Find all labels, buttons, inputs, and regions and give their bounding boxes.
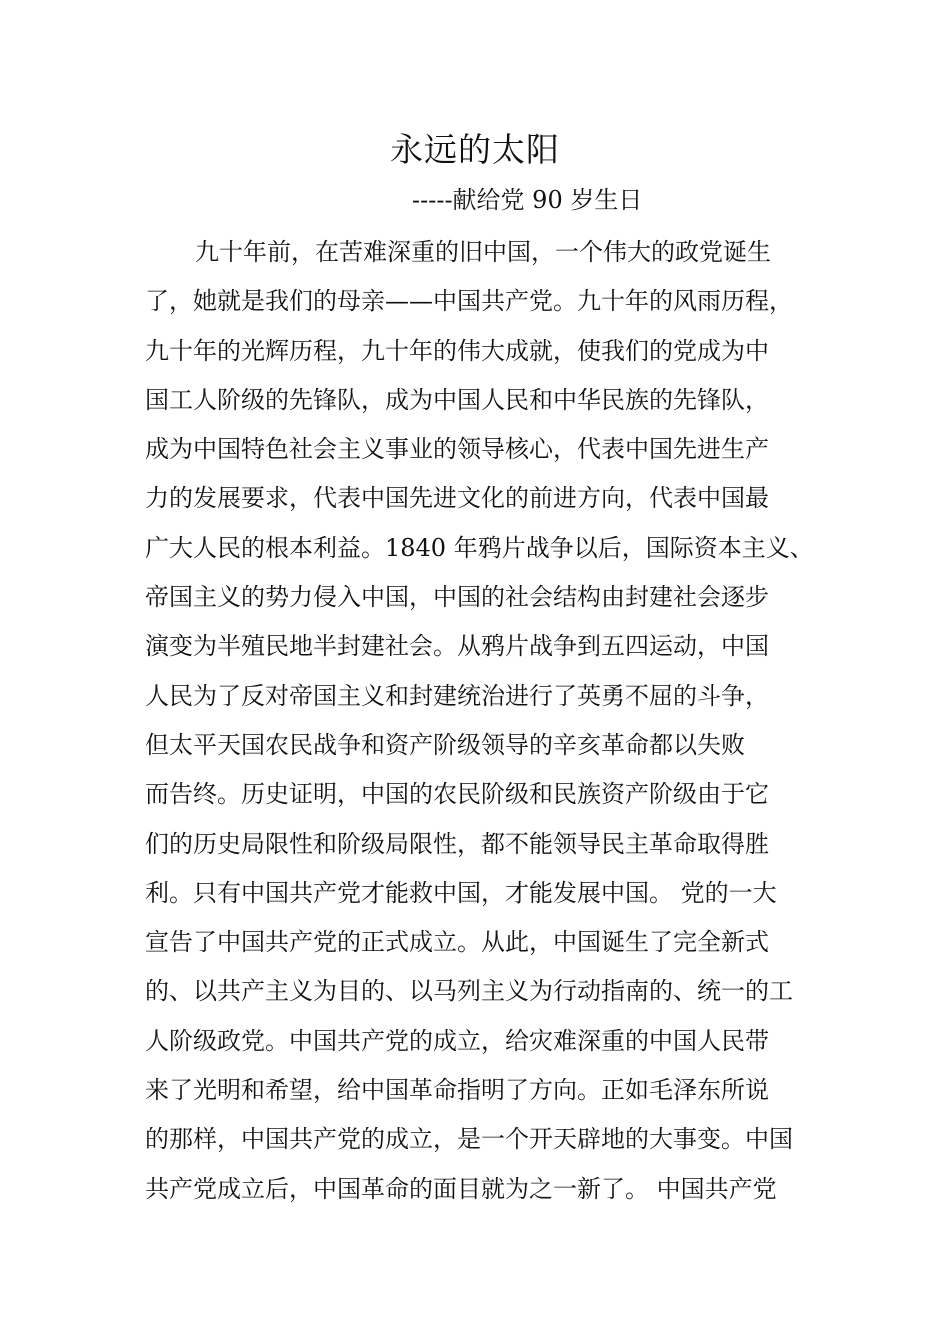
text-line: 人阶级政党。中国共产党的成立，给灾难深重的中国人民带 xyxy=(145,1026,769,1055)
text-line: 九十年前，在苦难深重的旧中国，一个伟大的政党诞生 xyxy=(195,238,771,266)
text-line: 国工人阶级的先锋队，成为中国人民和中华民族的先锋队， xyxy=(145,385,769,414)
text-line: 共产党成立后，中国革命的面目就为之一新了。 中国共产党 xyxy=(145,1174,777,1203)
text-line: 但太平天国农民战争和资产阶级领导的辛亥革命都以失败 xyxy=(145,730,745,759)
body-paragraph xyxy=(145,228,835,1214)
text-line: 的那样，中国共产党的成立，是一个开天辟地的大事变。中国 xyxy=(145,1125,793,1154)
text-line: 宣告了中国共产党的正式成立。从此，中国诞生了完全新式 xyxy=(145,928,769,957)
text-line: 演变为半殖民地半封建社会。从鸦片战争到五四运动，中国 xyxy=(145,632,769,661)
text-line: 们的历史局限性和阶级局限性，都不能领导民主革命取得胜 xyxy=(145,829,769,858)
text-line: 成为中国特色社会主义事业的领导核心，代表中国先进生产 xyxy=(145,435,769,464)
text-line: 广大人民的根本利益。1840 年鸦片战争以后，国际资本主义、 xyxy=(145,533,814,562)
text-line: 了，她就是我们的母亲——中国共产党。九十年的风雨历程， xyxy=(145,287,793,316)
document-subtitle: -----献给党 90 岁生日 xyxy=(412,186,643,214)
text-line: 力的发展要求，代表中国先进文化的前进方向，代表中国最 xyxy=(145,484,769,513)
text-line: 人民为了反对帝国主义和封建统治进行了英勇不屈的斗争， xyxy=(145,681,769,710)
text-line: 的、以共产主义为目的、以马列主义为行动指南的、统一的工 xyxy=(145,977,793,1006)
text-line: 九十年的光辉历程，九十年的伟大成就，使我们的党成为中 xyxy=(145,336,769,365)
text-line: 利。只有中国共产党才能救中国，才能发展中国。 党的一大 xyxy=(145,878,777,907)
text-line: 来了光明和希望，给中国革命指明了方向。正如毛泽东所说 xyxy=(145,1076,769,1105)
text-line: 而告终。历史证明，中国的农民阶级和民族资产阶级由于它 xyxy=(145,780,769,809)
text-line: 帝国主义的势力侵入中国，中国的社会结构由封建社会逐步 xyxy=(145,583,769,612)
document-title: 永远的太阳 xyxy=(390,130,560,169)
